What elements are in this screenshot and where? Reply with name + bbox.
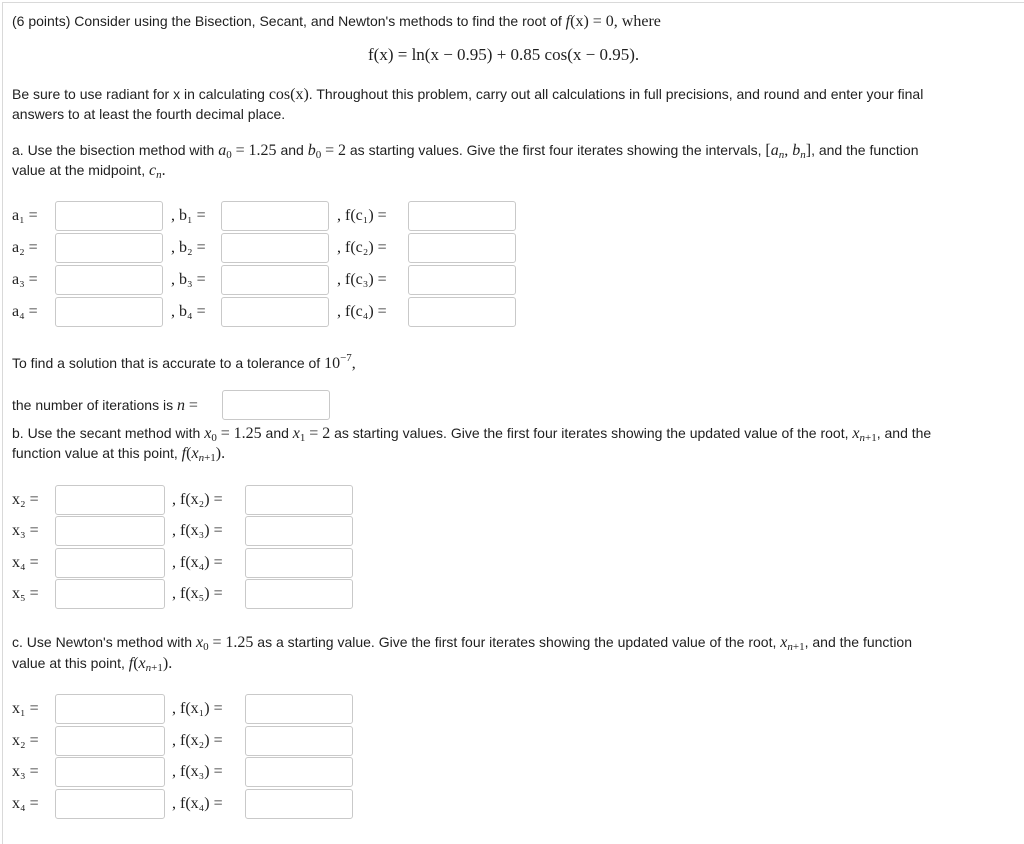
part-c-x0: 1.25 [225,634,254,651]
b1-label: , b₁ = [171,207,206,224]
newton-fx4-label: , f(x₄) = [172,795,223,812]
secant-x4-label: x₄ = [12,554,39,571]
iterations-line: the number of iterations is n = [12,397,198,414]
tolerance-exponent: −7 [340,352,352,364]
a4-input[interactable] [55,297,163,327]
newton-x2-input[interactable] [55,726,165,756]
part-a-text-a: a. Use the bisection method with [12,142,215,158]
tolerance-line: To find a solution that is accurate to a tolerance of $10^{-7}$, [12,352,356,372]
newton-fx2-label: , f(x₂) = [172,732,223,749]
a2-label: a₂ = [12,239,38,256]
secant-fx3-input[interactable] [245,516,353,546]
part-a-line2-text: value at the midpoint, [12,162,146,178]
problem-header [12,11,661,32]
secant-x3-input[interactable] [55,516,165,546]
fc3-label: , f(c₃) = [337,271,387,288]
instructions-line2: answers to at least the fourth decimal place. [12,106,286,122]
secant-x4-input[interactable] [55,548,165,578]
b4-input[interactable] [221,297,329,327]
b2-input[interactable] [221,233,329,263]
newton-x4-input[interactable] [55,789,165,819]
secant-fx2-label: , f(x₂) = [172,491,223,508]
fc4-label: , f(c₄) = [337,303,387,320]
newton-x2-label: x₂ = [12,732,39,749]
newton-fx4-input[interactable] [245,789,353,819]
secant-x5-input[interactable] [55,579,165,609]
secant-x2-label: x₂ = [12,491,39,508]
secant-x5-label: x₅ = [12,585,39,602]
secant-fx3-label: , f(x₃) = [172,522,223,539]
header-fx: f [565,13,571,30]
a3-label: a₃ = [12,271,38,288]
function-formula: f(x) = ln(x − 0.95) + 0.85 cos(x − 0.95). [368,45,640,64]
tolerance-base: 10 [324,355,341,372]
newton-fx1-input[interactable] [245,694,353,724]
secant-fx4-label: , f(x₄) = [172,554,223,571]
part-b-line2: function value at this point, $f(x_{n+1})$. [12,445,226,464]
b4-label: , b₄ = [171,303,206,320]
newton-fx3-label: , f(x₃) = [172,763,223,780]
part-b-line2-text: function value at this point, [12,445,178,461]
part-c-text-b: as a starting value. Give the first four iterates showing the updated value of the root, [257,634,777,650]
instructions-text-b: . Throughout this problem, carry out all calculations in full precisions, and round and enter your final [308,86,924,102]
cos-expression: cos(x) [268,86,309,103]
fc2-input[interactable] [408,233,516,263]
newton-fx3-input[interactable] [245,757,353,787]
header-text: (6 points) Consider using the Bisection, Secant, and Newton's methods to find the root of [12,13,562,29]
iterations-input[interactable] [222,390,330,420]
a1-label: a₁ = [12,207,38,224]
part-a-a0: 1.25 [248,142,277,159]
b3-input[interactable] [221,265,329,295]
secant-x2-input[interactable] [55,485,165,515]
a2-input[interactable] [55,233,163,263]
secant-fx2-input[interactable] [245,485,353,515]
part-c-intro: c. Use Newton's method with $x_0 = 1.25$ as a starting value. Give the first four iterates showing the updated value of the root, $x_{n+1}$, and the function [12,634,913,653]
newton-fx2-input[interactable] [245,726,353,756]
newton-fx1-label: , f(x₁) = [172,700,223,717]
fc2-label: , f(c₂) = [337,239,387,256]
part-b-x0: 1.25 [233,425,262,442]
b2-label: , b₂ = [171,239,206,256]
secant-fx5-label: , f(x₅) = [172,585,223,602]
part-b-text-b: as starting values. Give the first four iterates showing the updated value of the root, [334,425,849,441]
fc4-input[interactable] [408,297,516,327]
part-a-text-c: , and the function [811,142,919,158]
secant-fx4-input[interactable] [245,548,353,578]
secant-fx5-input[interactable] [245,579,353,609]
part-b-x1: 2 [322,425,331,442]
secant-x3-label: x₃ = [12,522,39,539]
iterations-text: the number of iterations is [12,397,174,413]
part-a-and: and [280,142,304,158]
part-a-intro: a. Use the bisection method with $a_0 = 1.25$ and $b_0 = 2$ as starting values. Give the first four iterates showing the intervals, [$a_n$, $b_n$], and the function [12,142,919,161]
header-eq-rest: (x) = 0, where [570,13,661,30]
newton-x3-label: x₃ = [12,763,39,780]
part-c-line2: value at this point, $f(x_{n+1})$. [12,655,173,674]
a3-input[interactable] [55,265,163,295]
b1-input[interactable] [221,201,329,231]
a1-input[interactable] [55,201,163,231]
part-b-and: and [265,425,289,441]
fc1-input[interactable] [408,201,516,231]
tolerance-text: To find a solution that is accurate to a tolerance of [12,355,321,371]
newton-x3-input[interactable] [55,757,165,787]
fc3-input[interactable] [408,265,516,295]
part-a-line2: value at the midpoint, $c_n$. [12,162,166,181]
part-b-intro: b. Use the secant method with $x_0 = 1.25$ and $x_1 = 2$ as starting values. Give the first four iterates showing the updated value of the root, $x_{n+1}$, and the [12,425,932,444]
instructions-line1 [12,84,923,105]
part-b-text-c: , and the [876,425,932,441]
a4-label: a₄ = [12,303,38,320]
b3-label: , b₃ = [171,271,206,288]
newton-x4-label: x₄ = [12,795,39,812]
fc1-label: , f(c₁) = [337,207,387,224]
newton-x1-input[interactable] [55,694,165,724]
newton-x1-label: x₁ = [12,700,39,717]
instructions-text-a: Be sure to use radiant for x in calculating [12,86,265,102]
part-c-text-a: c. Use Newton's method with [12,634,193,650]
part-a-text-b: as starting values. Give the first four iterates showing the intervals, [349,142,762,158]
part-c-line2-text: value at this point, [12,655,125,671]
part-b-text-a: b. Use the secant method with [12,425,201,441]
part-a-b0: 2 [338,142,346,159]
part-c-text-c: , and the function [804,634,913,650]
